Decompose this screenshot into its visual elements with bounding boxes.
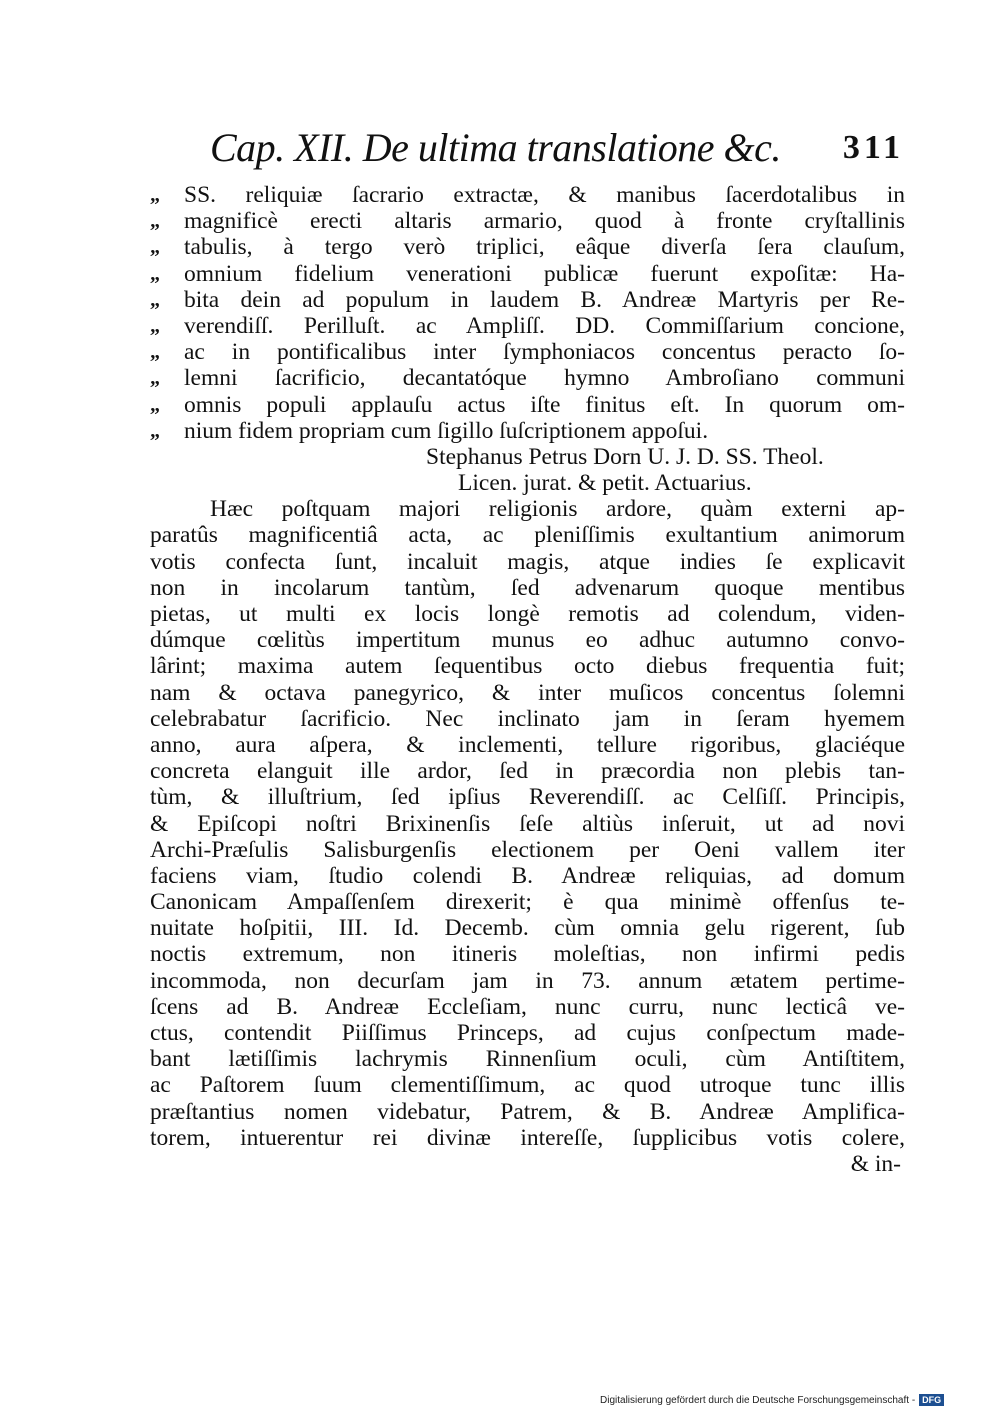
paragraph-line: bant lætiſſimis lachrymis Rinnenſium oculi, cùm Antiſtitem,: [150, 1046, 905, 1073]
quoted-line-text: omnium fidelium venerationi publicæ fuerunt expoſitæ: Ha-: [184, 260, 905, 287]
paragraph-line: lârint; maxima autem ſequentibus octo diebus frequentia fuit;: [150, 653, 905, 680]
paragraph-line: ctus, contendit Piiſſimus Princeps, ad cujus conſpectum made-: [150, 1020, 905, 1046]
paragraph-line: pietas, ut multi ex locis longè remotis ad colendum, viden-: [150, 601, 905, 627]
signature-line-2: Licen. jurat. & petit. Actuarius.: [458, 470, 752, 497]
quoted-line: [150, 182, 905, 208]
quote-mark: „: [150, 262, 160, 285]
quoted-line: [150, 234, 905, 260]
paragraph-line: faciens viam, ſtudio colendi B. Andreæ reliquias, ad domum: [150, 862, 905, 889]
quoted-line-text: lemni ſacrificio, decantatóque hymno Ambroſiano communi: [184, 365, 905, 392]
paragraph-line: & Epiſcopi noſtri Brixinenſis ſeſe altiùs inſeruit, ut ad novi: [150, 810, 905, 837]
chapter-title: Cap. XII. De ultima translatione &c.: [210, 125, 781, 170]
quoted-line-text: magnificè erecti altaris armario, quod à fronte cryſtallinis: [184, 208, 905, 235]
quoted-line: [150, 365, 905, 391]
quoted-line-text: bita dein ad populum in laudem B. Andreæ Martyris per Re-: [184, 286, 905, 313]
paragraph-line: torem, intuerentur rei divinæ intereſſe, ſupplicibus votis colere,: [150, 1124, 905, 1151]
quote-mark: „: [150, 288, 160, 311]
paragraph-line: anno, aura aſpera, & inclementi, tellure rigoribus, glaciéque: [150, 731, 905, 758]
quoted-line-text: omnis populi applauſu actus iſte finitus eſt. In quorum om-: [184, 391, 905, 418]
signature-line-1: Stephanus Petrus Dorn U. J. D. SS. Theol.: [426, 443, 824, 470]
paragraph-line: nuitate hoſpitii, III. Id. Decemb. cùm omnia gelu rigerent, ſub: [150, 915, 905, 942]
quoted-line-text: verendiſſ. Perilluſt. ac Ampliſſ. DD. Commiſſarium concione,: [184, 312, 905, 339]
paragraph-line: ſcens ad B. Andreæ Eccleſiam, nunc curru, nunc lecticâ ve-: [150, 993, 905, 1020]
paragraph-line: dúmque cœlitùs impertitum munus eo adhuc autumno convo-: [150, 627, 905, 654]
quoted-line: [150, 339, 905, 365]
quote-mark: „: [150, 341, 160, 364]
quoted-line: [150, 261, 905, 287]
quoted-line: [150, 392, 905, 418]
paragraph-line: paratûs magnificentiâ acta, ac pleniſſimis exultantium animorum: [150, 522, 905, 549]
quoted-line: [150, 313, 905, 339]
quoted-line-text: SS. reliquiæ ſacrario extractæ, & manibus ſacerdotalibus in: [184, 182, 905, 208]
quoted-line: [150, 208, 905, 234]
digitization-credit: [600, 1393, 944, 1407]
quoted-line: [150, 287, 905, 313]
dfg-logo: DFG: [919, 1394, 944, 1406]
paragraph-line: celebrabatur ſacrificio. Nec inclinato jam in ſeram hyemem: [150, 705, 905, 732]
quoted-line-text: tabulis, à tergo verò triplici, eâque diverſa ſera clauſum,: [184, 234, 905, 261]
quoted-line-text: nium fidem propriam cum ſigillo ſuſcriptionem appoſui.: [184, 417, 709, 444]
paragraph-line: incommoda, non decurſam jam in 73. annum ætatem pertime-: [150, 967, 905, 994]
paragraph-line: ac Paſtorem ſuum clementiſſimum, ac quod utroque tunc illis: [150, 1072, 905, 1099]
quoted-line-text: ac in pontificalibus inter ſymphoniacos concentus peracto ſo-: [184, 339, 905, 366]
paragraph-line: votis confecta ſunt, incaluit magis, atque indies ſe explicavit: [150, 548, 905, 575]
quoted-line: [150, 418, 905, 444]
page-number: 311: [842, 129, 904, 166]
text-block: [150, 182, 905, 1177]
paragraph-line: non in incolarum tantùm, ſed advenarum quoque mentibus: [150, 574, 905, 601]
quote-mark: „: [150, 184, 160, 206]
paragraph-line: noctis extremum, non itineris moleſtias, non infirmi pedis: [150, 941, 905, 968]
quote-mark: „: [150, 393, 160, 416]
quote-mark: „: [150, 314, 160, 337]
paragraph-line: præſtantius nomen videbatur, Patrem, & B. Andreæ Amplifica-: [150, 1098, 905, 1125]
paragraph-line: Canonicam Ampaſſenſem direxerit; è qua minimè offenſus te-: [150, 889, 905, 916]
catchword: & in-: [850, 1150, 901, 1177]
paragraph-line: concreta elanguit ille ardor, ſed in præcordia non plebis tan-: [150, 758, 905, 785]
quote-mark: „: [150, 210, 160, 233]
paragraph-line: Hæc poſtquam majori religionis ardore, quàm externi ap-: [210, 496, 905, 523]
credit-text: Digitalisierung gefördert durch die Deutsche Forschungsgemeinschaft -: [600, 1394, 916, 1406]
paragraph-line: tùm, & illuſtrium, ſed ipſius Reverendiſſ. ac Celſiſſ. Principis,: [150, 784, 905, 811]
paragraph-line: Archi-Præſulis Salisburgenſis electionem per Oeni vallem iter: [150, 836, 905, 863]
running-head: [210, 124, 910, 172]
paragraph-line: nam & octava panegyrico, & inter muſicos concentus ſolemni: [150, 679, 905, 706]
quote-mark: „: [150, 367, 160, 390]
quote-mark: „: [150, 419, 160, 442]
quote-mark: „: [150, 236, 160, 259]
